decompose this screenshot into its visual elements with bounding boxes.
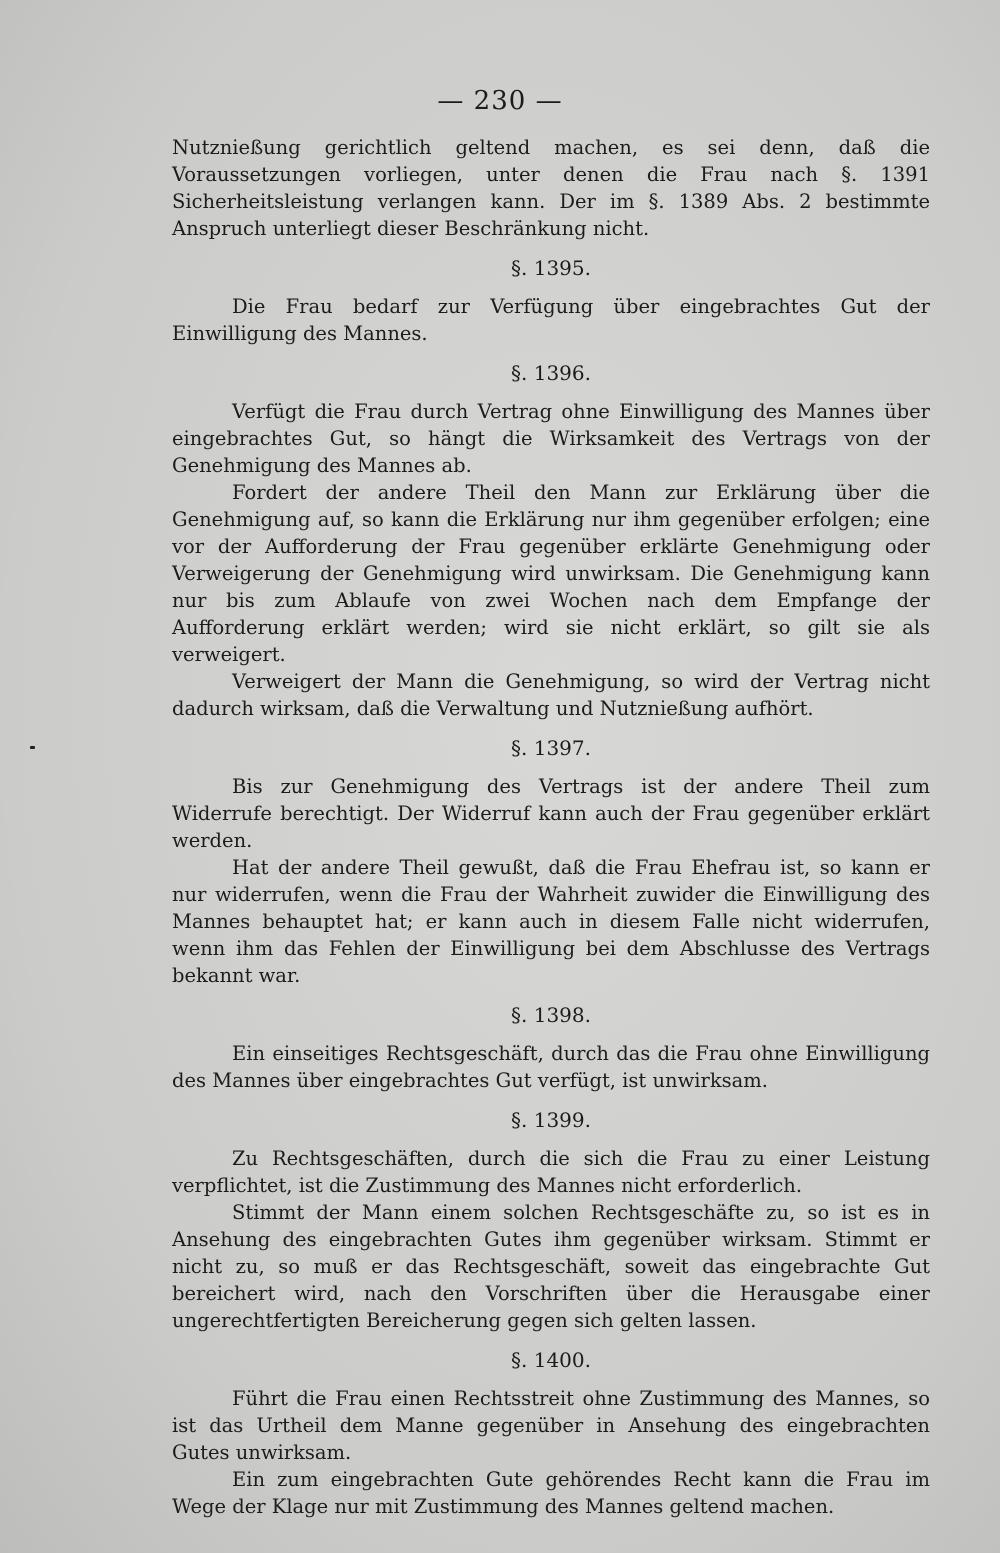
section-1400	[172, 1334, 930, 1520]
section-heading: §. 1395.	[511, 256, 591, 280]
section-paragraph: Ein einseitiges Rechtsgeschäft, durch das die Frau ohne Einwilligung des Mannes über eingebrachtes Gut verfügt, ist unwirksam.	[172, 1042, 930, 1092]
section-paragraph: Die Frau bedarf zur Verfügung über eingebrachtes Gut der Einwilligung des Mannes.	[172, 295, 930, 345]
section-heading: §. 1396.	[511, 361, 591, 385]
section-paragraph: Ein zum eingebrachten Gute gehörendes Recht kann die Frau im Wege der Klage nur mit Zustimmung des Mannes geltend machen.	[172, 1468, 930, 1518]
section-paragraph: Verfügt die Frau durch Vertrag ohne Einwilligung des Mannes über eingebrachtes Gut, so hängt die Wirksamkeit des Vertrags von der Genehmigung des Mannes ab.	[172, 400, 930, 477]
page-number: — 230 —	[437, 86, 563, 116]
section-heading: §. 1399.	[511, 1108, 591, 1132]
section-heading: §. 1397.	[511, 736, 591, 760]
section-heading: §. 1400.	[511, 1348, 591, 1372]
section-1395	[172, 242, 930, 347]
section-heading: §. 1398.	[511, 1003, 591, 1027]
page-body	[172, 134, 930, 1520]
section-paragraph: Fordert der andere Theil den Mann zur Erklärung über die Genehmigung auf, so kann die Erklärung nur ihm gegenüber erfolgen; eine vor der Aufforderung der Frau gegenüber erklärte Genehmigung oder Verweigerung der Genehmigung wird unwirksam. Die Genehmigung kann nur bis zum Ablaufe von zwei Wochen nach dem Empfange der Aufforderung erklärt werden; wird sie nicht erklärt, so gilt sie als verweigert.	[172, 481, 930, 666]
section-paragraph: Zu Rechtsgeschäften, durch die sich die Frau zu einer Leistung verpflichtet, ist die Zustimmung des Mannes nicht erforderlich.	[172, 1147, 930, 1197]
section-paragraph: Bis zur Genehmigung des Vertrags ist der andere Theil zum Widerrufe berechtigt. Der Widerruf kann auch der Frau gegenüber erklärt werden.	[172, 775, 930, 852]
continuation-paragraph: Nutznießung gerichtlich geltend machen, es sei denn, daß die Voraussetzungen vorliegen, unter denen die Frau nach §. 1391 Sicherheitsleistung verlangen kann. Der im §. 1389 Abs. 2 bestimmte Anspruch unterliegt dieser Beschränkung nicht.	[172, 136, 930, 240]
section-1396	[172, 347, 930, 722]
section-1399	[172, 1094, 930, 1334]
ink-mark	[30, 746, 35, 749]
section-paragraph: Stimmt der Mann einem solchen Rechtsgeschäfte zu, so ist es in Ansehung des eingebrachten Gutes ihm gegenüber wirksam. Stimmt er nicht zu, so muß er das Rechtsgeschäft, soweit das eingebrachte Gut bereichert wird, nach den Vorschriften über die Herausgabe einer ungerechtfertigten Bereicherung gegen sich gelten lassen.	[172, 1201, 930, 1332]
section-paragraph: Führt die Frau einen Rechtsstreit ohne Zustimmung des Mannes, so ist das Urtheil dem Manne gegenüber in Ansehung des eingebrachten Gutes unwirksam.	[172, 1387, 930, 1464]
section-1398	[172, 989, 930, 1094]
section-1397	[172, 722, 930, 989]
section-paragraph: Verweigert der Mann die Genehmigung, so wird der Vertrag nicht dadurch wirksam, daß die Verwaltung und Nutznießung aufhört.	[172, 670, 930, 720]
section-paragraph: Hat der andere Theil gewußt, daß die Frau Ehefrau ist, so kann er nur widerrufen, wenn die Frau der Wahrheit zuwider die Einwilligung des Mannes behauptet hat; er kann auch in diesem Falle nicht widerrufen, wenn ihm das Fehlen der Einwilligung bei dem Abschlusse des Vertrags bekannt war.	[172, 856, 930, 987]
